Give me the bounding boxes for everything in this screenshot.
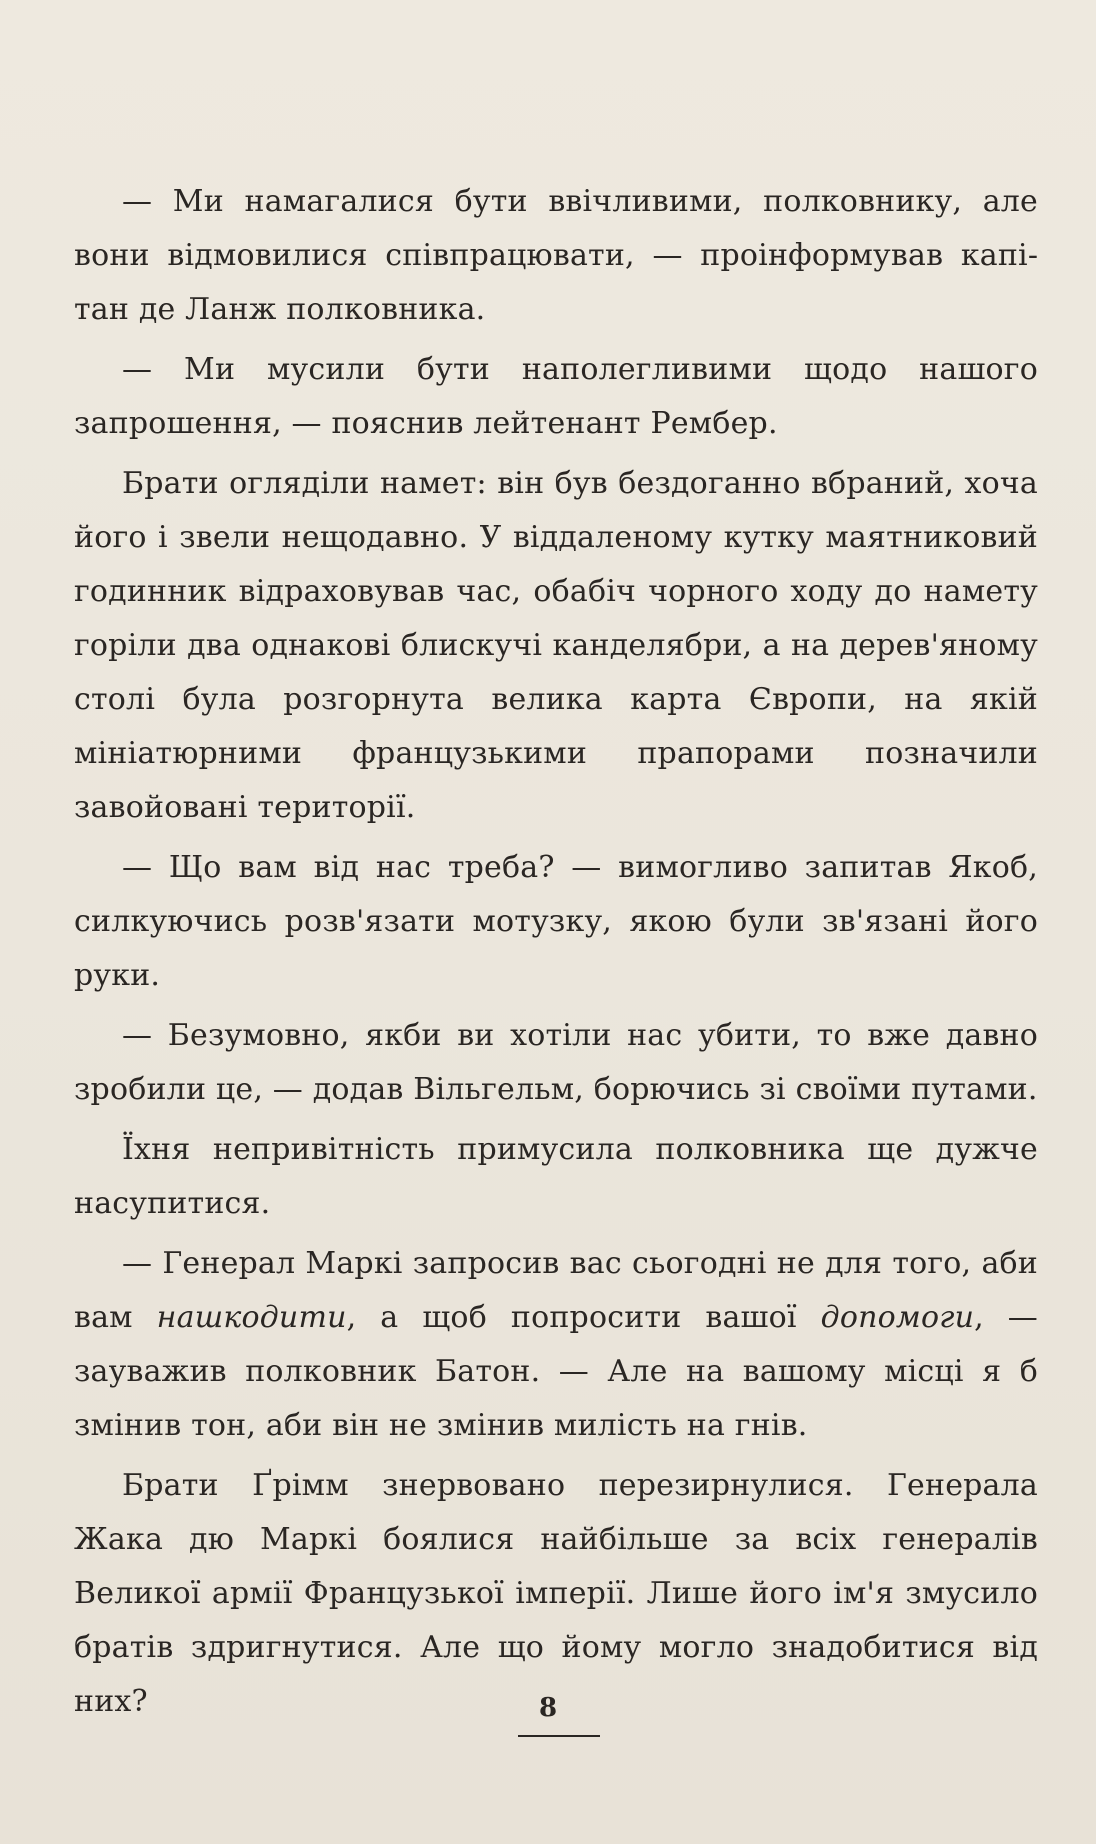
paragraph-7-italic-1: нашкодити	[156, 1300, 347, 1335]
paragraph-7-part-1: — Генерал Маркі запросив вас сьогодні не для того, аби вам	[74, 1246, 1038, 1335]
paragraph-5: — Безумовно, якби ви хотіли нас убити, то вже давно зробили це, — додав Вільгельм, борючись зі своїми путами.	[74, 1018, 1038, 1107]
paragraph-6: Їхня непривітність примусила полковника ще дужче насупитися.	[74, 1132, 1038, 1221]
paragraph-7-part-3: , — зауважив полковник Батон. — Але на вашому місці я б змінив тон, аби він не змінив милість на гнів.	[74, 1300, 1038, 1443]
paragraph-7	[74, 1237, 1038, 1453]
paragraph-4: — Що вам від нас треба? — вимогливо запитав Якоб, силкуючись розв'язати мотузку, якою були зв'язані його руки.	[74, 850, 1038, 993]
paragraph-2: — Ми мусили бути наполегливими щодо нашого запрошення, — пояснив лейтенант Рембер.	[74, 352, 1038, 441]
paragraph-1: — Ми намагалися бути ввічливими, полковнику, але вони відмовилися співпрацювати, — проінформував капітан де Ланж полковника.	[74, 184, 1038, 327]
paragraph-7-italic-2: допомоги	[820, 1300, 975, 1335]
paragraph-3: Брати огляділи намет: він був бездоганно вбраний, хоча його і звели нещодавно. У віддаленому кутку маятниковий годинник відраховував час, обабіч чорного ходу до намету горіли два однакові блискучі канделябри, а на дерев'яному столі була розгорнута велика карта Європи, на якій мініатюрними французькими прапорами позначили завойовані території.	[74, 466, 1038, 825]
body-text	[74, 175, 1038, 1735]
page-number-rule	[518, 1735, 600, 1737]
paragraph-8: Брати Ґрімм знервовано перезирнулися. Генерала Жака дю Маркі боялися найбільше за всіх генералів Великої армії Французької імперії. Лише його ім'я змусило братів здригнутися. Але що йому могло знадобитися від них?	[74, 1468, 1038, 1719]
page-number: 8	[538, 1693, 558, 1723]
paragraph-7-part-2: , а щоб попросити вашої	[346, 1300, 821, 1335]
